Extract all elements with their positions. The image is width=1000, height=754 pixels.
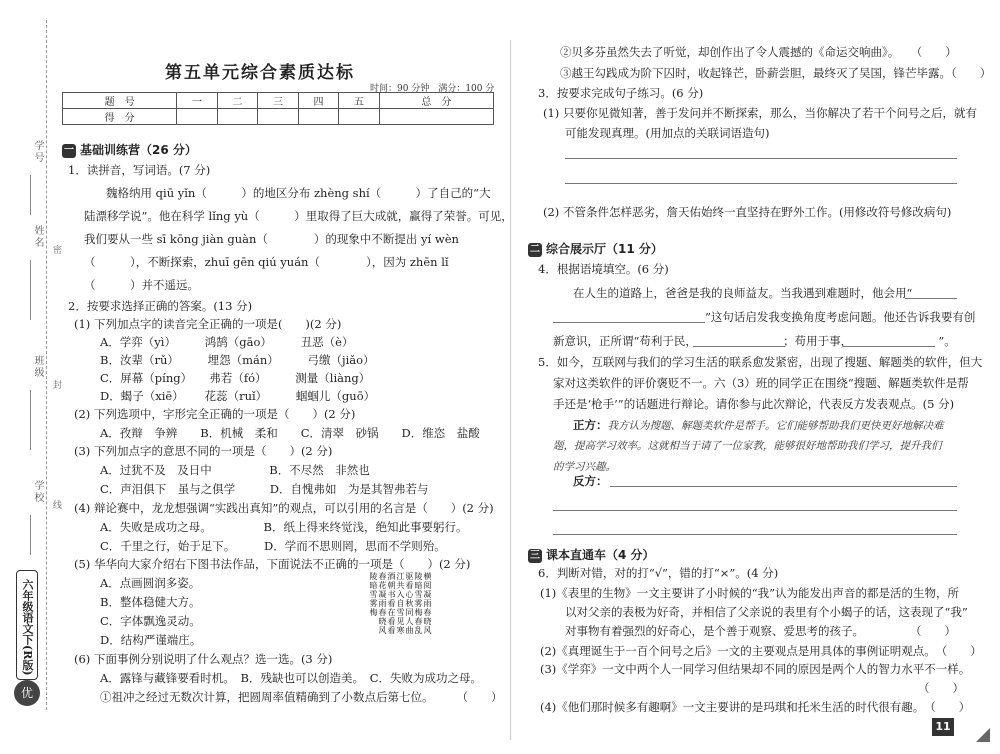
score-table (62, 92, 494, 125)
q2-1-option-d: D．蝎子（xiē） 花蕊（ruǐ） 蝈蝈儿（guō） (100, 389, 376, 403)
q1-line: （ ），不断探索，zhuī gēn qiú yuán（ ），因为 zhēn lǐ (84, 255, 449, 269)
q6-2-line: (2)《真理诞生于一百个问号之后》一文的主要观点是用具体的事例证明观点。 （ ） (540, 644, 982, 658)
score-cell: 得 分 (63, 109, 177, 125)
q3-1-line: (1) 只要你见微知著，善于发问并不断探索，那么，当你解决了若干个问号之后，就有 (543, 106, 977, 120)
q3-2-line: (2) 不管条件怎样恶劣，詹天佑始终一直坚持在野外工作。(用修改符号修改病句) (543, 205, 952, 219)
score-cell: 四 (298, 93, 339, 109)
zheng-fang-text: 题，提高学习效率。这就相当于请了一位家教，能够很好地帮助我们学习，提升我们 (553, 440, 942, 452)
section-title: 综合展示厅（11 分） (546, 242, 663, 256)
score-input-cell[interactable] (379, 109, 493, 125)
time-info: 时间：90 分钟 满分：100 分 (370, 84, 495, 94)
series-logo (12, 560, 46, 710)
page-title: 第五单元综合素质达标 (165, 63, 355, 83)
zheng-fang-text: 的学习兴趣。 (553, 461, 616, 473)
q3-title: 3．按要求完成句子练习。(6 分) (538, 86, 704, 100)
q6-3-bracket: （ ） (918, 681, 964, 695)
answer-line[interactable] (553, 510, 957, 511)
answer-line[interactable] (565, 183, 957, 184)
score-input-cell[interactable] (298, 109, 339, 125)
section-2-heading (528, 240, 663, 257)
q2-5-option-a: A．点画圆润多姿。 (100, 576, 201, 590)
score-value-row (63, 109, 494, 125)
score-cell: 三 (258, 93, 299, 109)
q2-2-stem: (2) 下列选项中，字形完全正确的一项是（ ）(2 分) (74, 407, 356, 421)
fill-blank[interactable] (553, 322, 705, 323)
q2-5-stem: (5) 华华向大家介绍右下图书法作品，下面说法不正确的一项是（ ）(2 分) (74, 557, 471, 571)
q2-3-options-cd: C．声泪俱下 虽与之俱学 D．自愧弗如 为是其智弗若与 (100, 482, 429, 496)
q6-1-line: (1)《表里的生物》一文主要讲了小时候的“我”认为能发出声音的都是活的生物，所 (540, 586, 960, 600)
q2-5-option-c: C．字体飘逸灵动。 (100, 614, 201, 628)
score-cell: 总 分 (379, 93, 493, 109)
q1-line: 我们要从一些 sī kōng jiàn guàn（ ）的现象中不断提出 yí wèn (84, 232, 459, 246)
answer-line[interactable] (553, 534, 957, 535)
fill-blank[interactable] (693, 346, 785, 347)
answer-line[interactable] (610, 486, 957, 487)
q2-3-options-ab: A．过犹不及 及日中 B．不尽然 非然也 (100, 463, 370, 477)
page-corner-decoration (976, 728, 990, 742)
seal-mark-xian: 线 (51, 500, 61, 509)
q1-title: 1．读拼音，写词语。(7 分) (68, 163, 211, 177)
logo-band: 六年级语文下(R版) (16, 570, 38, 680)
school-line (30, 515, 31, 555)
section-3-heading (528, 546, 655, 563)
page-number: 11 (932, 718, 954, 736)
fan-fang-label: 反方： (573, 474, 608, 488)
q6-1-line: 以对父亲的表极为好奇，并相信了父亲说的表里有个小蝎子的话，这表现了“我” (565, 605, 968, 619)
section-badge: 二 (530, 243, 540, 255)
q2-6-stem: (6) 下面事例分别说明了什么观点？选一选。(3 分) (74, 652, 333, 666)
q2-6-item-2: ②贝多芬虽然失去了听觉，却创作出了令人震撼的《命运交响曲》。 （ ） (560, 45, 957, 59)
section-badge: 一 (64, 144, 74, 156)
binding-dashed-line (46, 20, 47, 710)
name-line (30, 260, 31, 320)
label-class: 班级 (32, 355, 43, 379)
label-student-number: 学号 (32, 140, 43, 164)
score-header-row (63, 93, 494, 109)
fill-blank[interactable] (905, 298, 957, 299)
column-divider (510, 40, 511, 740)
q4-title: 4．根据语境填空。(6 分) (538, 262, 669, 276)
calligraphy-artwork: 横阅凝雨春晓风陵暗雪雾梅春乱驱看心秋同人曲江共入自雪见寒酒朝书看在看看春花凝雨春晓风陵暗雪雾梅 (369, 572, 432, 635)
q5-line: 家对这类软件的评价褒贬不一。六（3）班的同学正在围绕“搜题、解题类软件是帮 (553, 376, 969, 390)
q4-line: 新意识，正所谓“苟利于民， ；苟用于事， ”。 (553, 334, 956, 348)
student-number-line (30, 175, 31, 215)
q2-6-item-1: ①祖冲之经过无数次计算，把圆周率值精确到了小数点后第七位。 （ ） (100, 690, 503, 704)
q4-line: ”这句话启发我变换角度考虑问题。他还告诉我要有创 (705, 310, 976, 324)
q2-4-stem: (4) 辩论赛中，龙龙想强调“实践出真知”的观点，可以引用的名言是（ ）(2 分) (74, 501, 494, 515)
score-cell: 题 号 (63, 93, 177, 109)
q6-4-line: (4)《他们那时候多有趣啊》一文主要讲的是玛琪和托米生活的时代很有趣。 （ ） (540, 700, 971, 714)
q4-line: 在人生的道路上，爸爸是我的良师益友。当我遇到难题时，他会用“ (573, 286, 913, 300)
q3-1-line: 可能发现真理。(用加点的关联词语造句) (565, 126, 770, 140)
q2-4-options-cd: C．千里之行，始于足下。 D．学而不思则罔，思而不学则殆。 (100, 539, 446, 553)
section-title: 基础训练营（26 分） (80, 143, 197, 157)
q2-6-item-3: ③越王勾践成为阶下囚时，收起锋芒，卧薪尝胆，最终灭了吴国，锋芒毕露。（ ） (560, 66, 992, 80)
fill-blank[interactable] (843, 346, 935, 347)
score-cell: 五 (339, 93, 380, 109)
q2-4-options-ab: A．失败是成功之母。 B．纸上得来终觉浅，绝知此事要躬行。 (100, 520, 468, 534)
q1-line: 魏格纳用 qiū yǐn（ ）的地区分布 zhèng shí（ ）了自己的“大 (106, 186, 491, 200)
class-line (30, 390, 31, 450)
seal-mark-mi: 密 (51, 245, 61, 254)
q2-2-options: A．孜辩 争辨 B．机械 柔和 C．清翠 砂锅 D．维恣 盐酸 (100, 426, 480, 440)
q1-line: （ ）并不遥远。 (84, 278, 199, 292)
q2-6-options: A．露锋与藏锋要看时机。 B．残缺也可以创造美。 C．失败为成功之母。 (100, 671, 483, 685)
score-input-cell[interactable] (217, 109, 258, 125)
seal-mark-feng: 封 (51, 380, 61, 389)
q2-1-option-b: B．汝辈（rǔ） 埋怨（mán） 弓缴（jiǎo） (100, 353, 375, 367)
q6-3-line: (3)《学弈》一文中两个人一同学习但结果却不同的原因是两个人的智力水平不一样。 (540, 662, 971, 676)
q1-line: 陆漂移学说”。他在科学 lǐng yù（ ）里取得了巨大成就，赢得了荣誉。可见， (84, 209, 513, 223)
q6-1-line: 对事物有着强烈的好奇心，是个善于观察、爱思考的孩子。 （ ） (565, 624, 956, 638)
score-input-cell[interactable] (177, 109, 218, 125)
q2-1-option-a: A．学弈（yì） 鸿鹄（gāo） 丑恶（è） (100, 335, 354, 349)
q2-1-option-c: C．屏幕（píng） 弗若（fó） 测量（liàng） (100, 371, 371, 385)
zheng-fang-text: 我方认为搜题、解题类软件是帮手。它们能够帮助我们更快更好地解决难 (607, 420, 944, 432)
label-name: 姓名 (32, 225, 43, 249)
section-badge: 三 (530, 549, 540, 561)
label-school: 学校 (32, 480, 43, 504)
score-cell: 一 (177, 93, 218, 109)
logo-circle: 优 (14, 680, 40, 706)
binding-strip (0, 0, 61, 754)
q2-3-stem: (3) 下列加点字的意思不同的一项是（ ）(2 分) (74, 444, 333, 458)
zheng-fang-line (573, 418, 944, 433)
section-title: 课本直通车（4 分） (546, 548, 655, 562)
q5-line: 手还是‘枪手’”的话题进行辩论。请你参与此次辩论，代表反方发表观点。(5 分) (553, 397, 955, 411)
q2-1-stem: (1) 下列加点字的读音完全正确的一项是( )(2 分) (74, 317, 342, 331)
q2-title: 2．按要求选择正确的答案。(13 分) (68, 299, 253, 313)
q2-5-option-d: D．结构严谨端庄。 (100, 633, 202, 647)
section-1-heading (62, 141, 197, 158)
q6-title: 6．判断对错，对的打“√”，错的打“×”。(4 分) (538, 566, 779, 580)
score-input-cell[interactable] (258, 109, 299, 125)
q5-line: 5．如今，互联网与我们的学习生活的联系愈发紧密，出现了搜题、解题类的软件，但大 (538, 355, 983, 369)
q2-5-option-b: B．整体稳健大方。 (100, 595, 201, 609)
score-input-cell[interactable] (339, 109, 380, 125)
score-cell: 二 (217, 93, 258, 109)
zheng-fang-label: 正方： (573, 418, 608, 432)
answer-line[interactable] (565, 158, 957, 159)
